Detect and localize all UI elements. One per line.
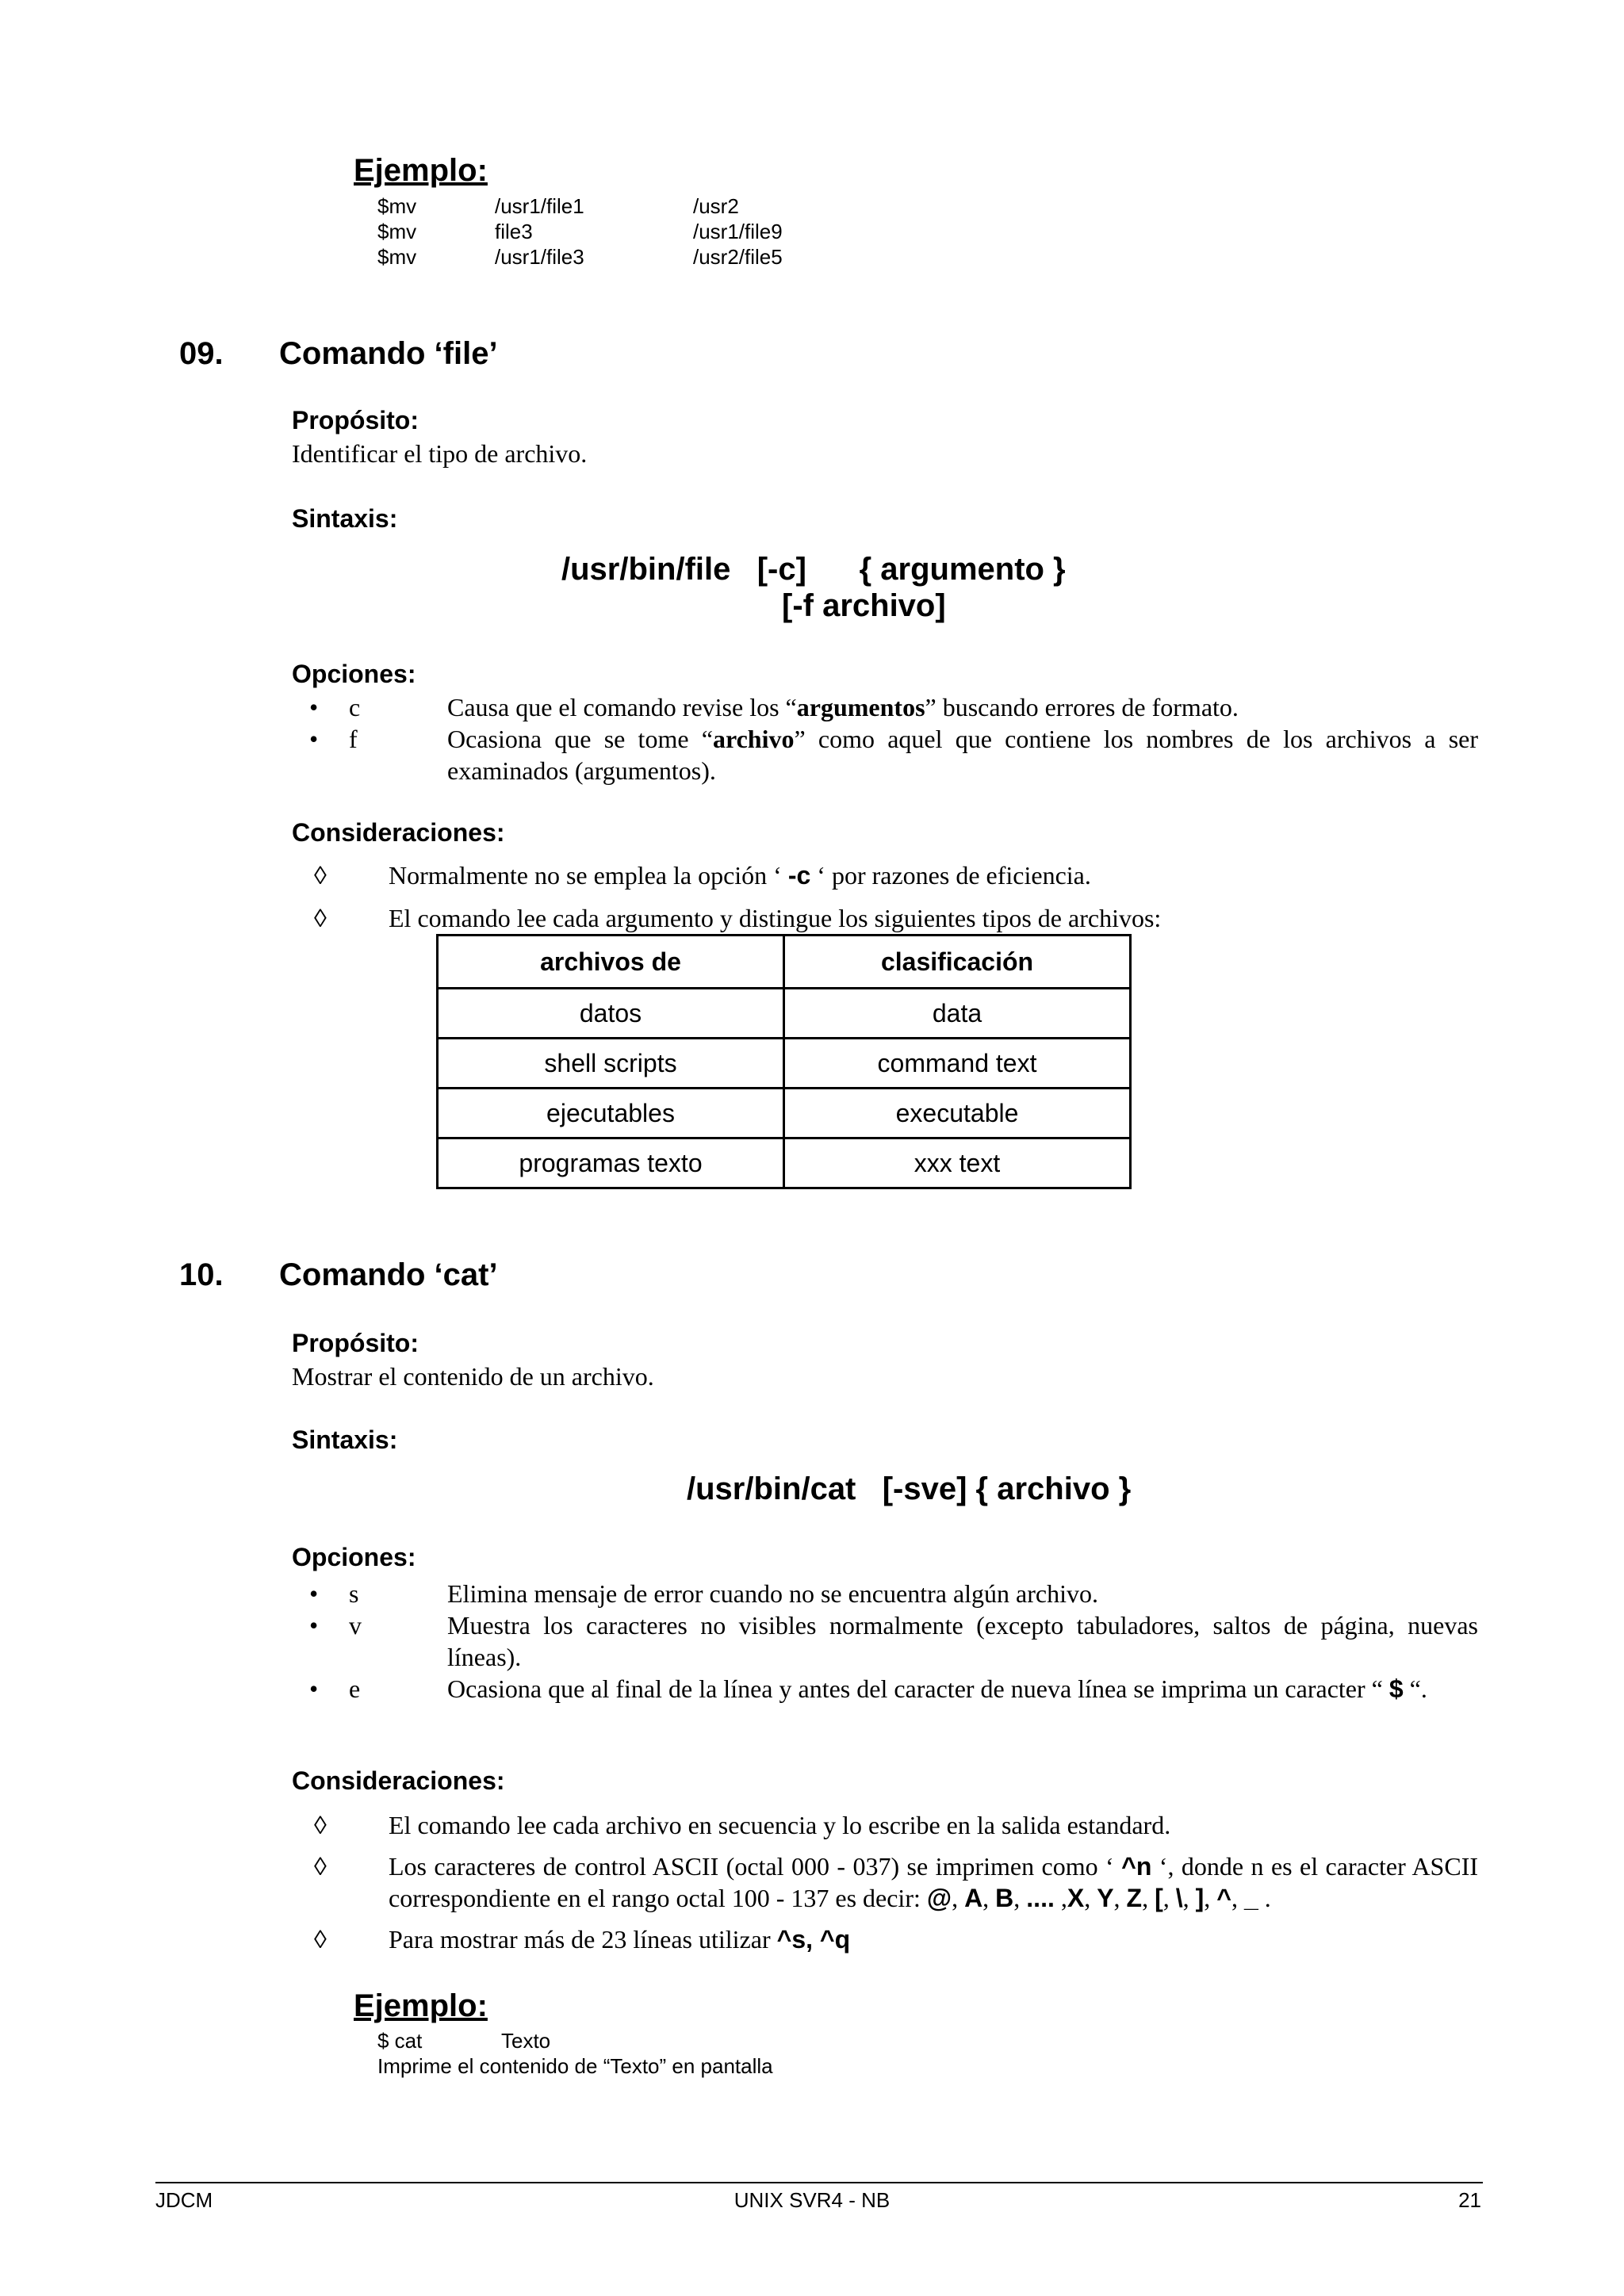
options-heading: Opciones:	[292, 660, 416, 688]
text-fragment: “.	[1403, 1674, 1427, 1703]
section-title: Comando ‘cat’	[279, 1257, 498, 1292]
footer-left: JDCM	[155, 2188, 213, 2212]
bold-term: Z	[1126, 1884, 1143, 1912]
diamond-icon: ◊	[314, 904, 327, 932]
text-fragment: Para mostrar más de 23 líneas utilizar	[389, 1925, 777, 1954]
syntax-line: /usr/bin/cat [-sve] { archivo }	[687, 1471, 1132, 1506]
option-bullet: •	[309, 693, 319, 721]
text-fragment: ‘ por razones de eficiencia.	[810, 861, 1091, 890]
option-description	[447, 723, 1478, 786]
example-description: Imprime el contenido de “Texto” en pantalla	[377, 2054, 773, 2078]
text-fragment: ” como aquel que contiene los nombres de los archivos a ser examinados (argumentos).	[447, 725, 1479, 785]
table-cell: shell scripts	[438, 1039, 784, 1089]
bold-term: ^s, ^q	[776, 1925, 851, 1954]
bold-term: ^	[1216, 1884, 1231, 1912]
options-heading: Opciones:	[292, 1543, 416, 1571]
option-bullet: •	[309, 725, 319, 753]
command-name: $mv	[377, 220, 417, 243]
purpose-heading: Propósito:	[292, 1329, 419, 1357]
table-header: clasificación	[784, 936, 1131, 989]
command-name: $ cat	[377, 2029, 423, 2053]
page-number: 21	[1458, 2188, 1481, 2212]
bold-term: B	[995, 1884, 1014, 1912]
option-key: v	[349, 1611, 362, 1640]
bold-term: @	[926, 1884, 952, 1912]
option-key: e	[349, 1674, 361, 1703]
consideration-text	[389, 859, 1091, 891]
bold-term: -c	[787, 861, 811, 890]
diamond-icon: ◊	[314, 1811, 327, 1839]
command-destination: /usr2	[693, 194, 739, 218]
command-destination: /usr2/file5	[693, 245, 783, 269]
example-row	[377, 244, 783, 270]
example-row	[377, 219, 783, 244]
consideration-text	[389, 1850, 1478, 1914]
text-fragment: Ocasiona que al final de la línea y antes del caracter de nueva línea se imprima un caracter “	[447, 1674, 1389, 1703]
text-fragment: Normalmente no se emplea la opción ‘	[389, 861, 788, 890]
table-row	[438, 1138, 1131, 1188]
table-row	[438, 989, 1131, 1039]
table-cell: xxx text	[784, 1138, 1131, 1188]
option-bullet: •	[309, 1579, 319, 1608]
purpose-text: Identificar el tipo de archivo.	[292, 439, 588, 468]
bold-term: [	[1155, 1884, 1163, 1912]
command-destination: /usr1/file9	[693, 220, 783, 243]
text-fragment: ,	[952, 1884, 965, 1912]
bold-term: argumentos	[796, 693, 925, 721]
text-fragment: Los caracteres de control ASCII (octal 000 - 037) se imprimen como ‘	[389, 1852, 1122, 1881]
table-cell: executable	[784, 1089, 1131, 1138]
text-fragment: ” buscando errores de formato.	[925, 693, 1239, 721]
table-cell: command text	[784, 1039, 1131, 1089]
text-fragment: ,	[1231, 1884, 1244, 1912]
text-fragment: Ocasiona que se tome “	[447, 725, 713, 753]
bold-term: X	[1067, 1884, 1085, 1912]
table-cell: data	[784, 989, 1131, 1039]
section-title: Comando ‘file’	[279, 336, 498, 371]
command-name: $mv	[377, 245, 417, 269]
table-cell: datos	[438, 989, 784, 1039]
command-source: /usr1/file3	[495, 245, 584, 269]
diamond-icon: ◊	[314, 1852, 327, 1881]
bold-term: _	[1243, 1884, 1258, 1912]
text-fragment: ,	[1013, 1884, 1027, 1912]
table-cell: ejecutables	[438, 1089, 784, 1138]
option-bullet: •	[309, 1674, 319, 1703]
text-fragment: ,	[1182, 1884, 1196, 1912]
bold-term: ^n	[1121, 1852, 1152, 1881]
table-row	[438, 1089, 1131, 1138]
diamond-icon: ◊	[314, 861, 327, 890]
command-argument: Texto	[501, 2029, 551, 2053]
text-fragment: ,	[1084, 1884, 1097, 1912]
option-description: Muestra los caracteres no visibles normalmente (excepto tabuladores, saltos de página, nuevas líneas).	[447, 1611, 1478, 1671]
text-fragment: Causa que el comando revise los “	[447, 693, 797, 721]
bold-term: archivo	[712, 725, 795, 753]
diamond-icon: ◊	[314, 1925, 327, 1954]
example-command-list	[377, 193, 783, 270]
table-cell: programas texto	[438, 1138, 784, 1188]
considerations-heading: Consideraciones:	[292, 818, 505, 847]
text-fragment: ,	[1162, 1884, 1176, 1912]
text-fragment: ,	[1113, 1884, 1127, 1912]
text-fragment: ,	[1142, 1884, 1155, 1912]
option-key: s	[349, 1579, 359, 1608]
bold-term: A	[964, 1884, 983, 1912]
bold-term: ....	[1026, 1884, 1055, 1912]
example-row	[377, 193, 783, 219]
example-title: Ejemplo:	[354, 153, 488, 188]
section-number: 10.	[179, 1257, 224, 1292]
example-title: Ejemplo:	[354, 1988, 488, 2023]
option-key: c	[349, 693, 361, 721]
section-number: 09.	[179, 336, 224, 371]
consideration-text	[389, 1923, 850, 1955]
option-description: Elimina mensaje de error cuando no se encuentra algún archivo.	[447, 1579, 1098, 1608]
text-fragment: ,	[1204, 1884, 1217, 1912]
text-fragment: ‘, donde n es el caracter ASCII correspondiente en el rango octal 100 - 137 es decir:	[389, 1852, 1479, 1912]
consideration-text: El comando lee cada argumento y distingue los siguientes tipos de archivos:	[389, 904, 1162, 932]
option-bullet: •	[309, 1611, 319, 1640]
purpose-text: Mostrar el contenido de un archivo.	[292, 1362, 654, 1391]
footer-center: UNIX SVR4 - NB	[733, 2188, 891, 2212]
table-row	[438, 1039, 1131, 1089]
considerations-heading: Consideraciones:	[292, 1766, 505, 1795]
syntax-line: [-f archivo]	[782, 588, 946, 623]
command-name: $mv	[377, 194, 417, 218]
bold-term: \	[1175, 1884, 1183, 1912]
command-source: /usr1/file1	[495, 194, 584, 218]
text-fragment: .	[1258, 1884, 1271, 1912]
syntax-heading: Sintaxis:	[292, 1425, 398, 1454]
option-description	[447, 1673, 1478, 1705]
file-types-table	[436, 934, 1132, 1189]
bold-term: $	[1388, 1674, 1404, 1703]
option-key: f	[349, 725, 358, 753]
bold-term: ]	[1195, 1884, 1205, 1912]
text-fragment: ,	[982, 1884, 996, 1912]
table-header-row	[438, 936, 1131, 989]
option-description	[447, 691, 1478, 723]
purpose-heading: Propósito:	[292, 406, 419, 434]
bold-term: Y	[1097, 1884, 1114, 1912]
text-fragment: ,	[1054, 1884, 1067, 1912]
table-header: archivos de	[438, 936, 784, 989]
example-row	[377, 2028, 550, 2053]
syntax-line: /usr/bin/file [-c] { argumento }	[561, 552, 1066, 587]
footer-rule	[155, 2182, 1483, 2183]
command-source: file3	[495, 220, 533, 243]
consideration-text: El comando lee cada archivo en secuencia y lo escribe en la salida estandard.	[389, 1811, 1171, 1839]
syntax-heading: Sintaxis:	[292, 504, 398, 533]
